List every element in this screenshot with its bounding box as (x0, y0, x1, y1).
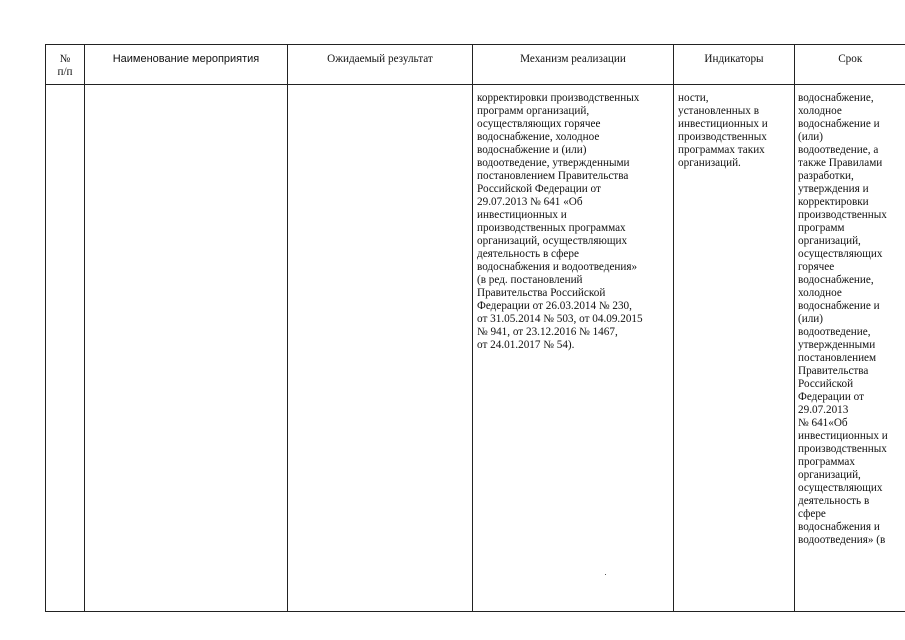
cell-measure-name (85, 85, 288, 612)
cell-expected-result (288, 85, 473, 612)
header-expected-result: Ожидаемый результат (288, 45, 473, 85)
cell-term: водоснабжение, холодное водоснабжение и (или) водоотведение, а также Правилами разработки, утверждения и корректировки производственных программ организаций, осуществляющих горячее водоснабжение, холодное водоснабжение и (или) водоотведение, утвержденными постановлением Правительства Российской Федерации от 29.07.2013 № 641«Об инвестиционных и производственных программах организаций, осуществляющих деятельность в сфере водоснабжения и водоотведения» (в (795, 85, 905, 612)
header-number: № п/п (46, 45, 85, 85)
measures-table (45, 44, 905, 612)
cell-mechanism: корректировки производственных программ организаций, осуществляющих горячее водоснабжение, холодное водоснабжение и (или) водоотведение, утвержденными постановлением Правительства Российской Федерации от 29.07.2013 № 641 «Об инвестиционных и производственных программах организаций, осуществляющих деятельность в сфере водоснабжения и водоотведения» (в ред. постановлений Правительства Российской Федерации от 26.03.2014 № 230, от 31.05.2014 № 503, от 04.09.2015 № 941, от 23.12.2016 № 1467, от 24.01.2017 № 54). (473, 85, 674, 612)
header-term: Срок (795, 45, 905, 85)
header-indicators: Индикаторы (674, 45, 795, 85)
cell-number (46, 85, 85, 612)
table-row (46, 85, 905, 612)
cell-indicators: ности, установленных в инвестиционных и производственных программах таких организаций. (674, 85, 795, 612)
scan-speck (605, 574, 606, 575)
header-measure-name: Наименование мероприятия (85, 45, 288, 85)
header-mechanism: Механизм реализации (473, 45, 674, 85)
table-header-row (46, 45, 905, 85)
